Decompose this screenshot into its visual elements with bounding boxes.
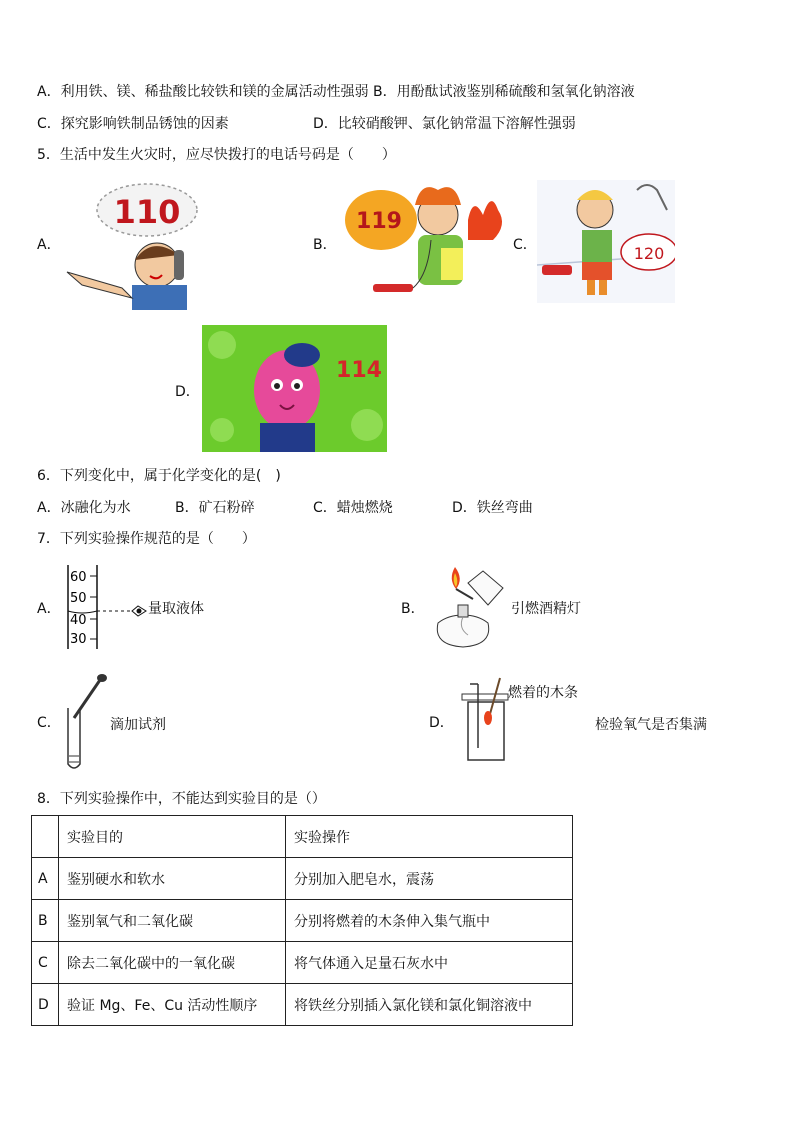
q6-stem: 6．下列变化中，属于化学变化的是( ) (37, 468, 281, 484)
table-header-cell (32, 816, 59, 858)
q5-option-d-image (202, 325, 387, 452)
q5-option-a-image (62, 180, 200, 310)
table-row (32, 900, 573, 942)
q7-option-c-dropper (62, 672, 112, 774)
table-header-cell: 实验目的 (59, 816, 286, 858)
q5-c-number: 120 (633, 244, 665, 263)
table-cell: A (32, 858, 59, 900)
table-cell: 将铁丝分别插入氯化镁和氯化铜溶液中 (286, 984, 573, 1026)
table-row (32, 984, 573, 1026)
table-cell: 除去二氧化碳中的一氧化碳 (59, 942, 286, 984)
q5-b-number: 119 (356, 209, 402, 234)
q5-option-d-label: D． (175, 384, 200, 400)
svg-text:50: 50 (70, 591, 87, 606)
table-cell: B (32, 900, 59, 942)
q7-option-d-callout: 燃着的木条 (508, 685, 578, 701)
q7-option-c-caption: 滴加试剂 (110, 717, 166, 733)
q5-a-number: 110 (113, 193, 181, 231)
table-row (32, 942, 573, 984)
q8-table (31, 815, 573, 1026)
q5-option-b-label: B． (313, 237, 337, 253)
q4-option-c: C．探究影响铁制品锈蚀的因素 (37, 116, 229, 132)
table-cell: 分别加入肥皂水，震荡 (286, 858, 573, 900)
q7-option-a-label: A． (37, 601, 61, 617)
q5-option-c-image (537, 180, 675, 303)
q7-option-d-caption: 检验氧气是否集满 (595, 717, 707, 733)
q7-option-b-label: B． (401, 601, 425, 617)
table-cell: 鉴别氧气和二氧化碳 (59, 900, 286, 942)
svg-text:60: 60 (70, 570, 87, 585)
q6-option-c: C．蜡烛燃烧 (313, 500, 393, 516)
svg-text:40: 40 (70, 613, 87, 628)
q7-option-d-gas-bottle (460, 676, 510, 764)
q6-option-a: A．冰融化为水 (37, 500, 131, 516)
q8-stem: 8．下列实验操作中，不能达到实验目的是（） (37, 791, 326, 807)
q7-option-b-caption: 引燃酒精灯 (511, 601, 581, 617)
table-cell: 分别将燃着的木条伸入集气瓶中 (286, 900, 573, 942)
q7-option-a-cylinder (62, 563, 152, 651)
q4-option-d: D．比较硝酸钾、氯化钠常温下溶解性强弱 (313, 116, 576, 132)
q7-stem: 7．下列实验操作规范的是（ ） (37, 531, 256, 547)
svg-text:30: 30 (70, 632, 87, 647)
q5-option-a-label: A． (37, 237, 61, 253)
q5-d-number: 114 (336, 358, 382, 383)
table-cell: C (32, 942, 59, 984)
table-header-row (32, 816, 573, 858)
q7-option-d-label: D． (429, 715, 454, 731)
table-cell: 鉴别硬水和软水 (59, 858, 286, 900)
q6-option-d: D．铁丝弯曲 (452, 500, 533, 516)
q5-option-c-label: C． (513, 237, 537, 253)
table-cell: D (32, 984, 59, 1026)
table-cell: 验证 Mg、Fe、Cu 活动性顺序 (59, 984, 286, 1026)
q5-option-b-image (343, 180, 508, 296)
q4-option-ab: A．利用铁、镁、稀盐酸比较铁和镁的金属活动性强弱 B．用酚酞试液鉴别稀硫酸和氢氧化钠溶液 (37, 84, 635, 100)
q6-option-b: B．矿石粉碎 (175, 500, 255, 516)
q5-stem: 5．生活中发生火灾时，应尽快拨打的电话号码是（ ） (37, 147, 396, 163)
table-cell: 将气体通入足量石灰水中 (286, 942, 573, 984)
q7-option-a-caption: 量取液体 (148, 601, 204, 617)
table-header-cell: 实验操作 (286, 816, 573, 858)
table-row (32, 858, 573, 900)
q7-option-c-label: C． (37, 715, 61, 731)
q7-option-b-lamps (428, 563, 508, 653)
